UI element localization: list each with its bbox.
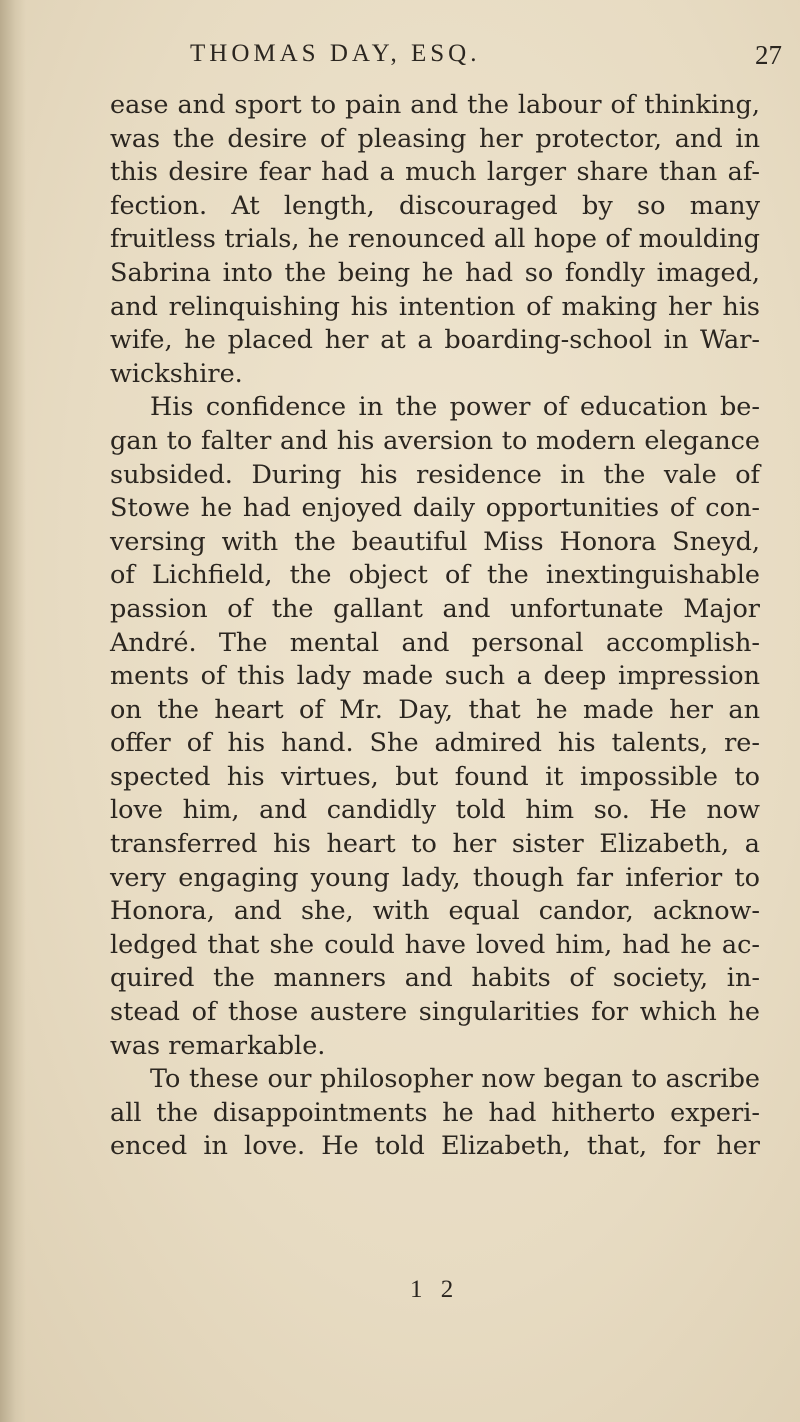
signature-mark: 1 2 bbox=[410, 1276, 460, 1303]
gutter-shadow bbox=[0, 0, 26, 1422]
text-line: and relinquishing his intention of making her his bbox=[110, 291, 760, 322]
text-line: this desire fear had a much larger share than af- bbox=[110, 157, 760, 188]
text-line: subsided. During his residence in the vale of bbox=[110, 459, 760, 490]
text-line: love him, and candidly told him so. He now bbox=[110, 795, 760, 826]
page-header bbox=[100, 40, 790, 84]
text-line: enced in love. He told Elizabeth, that, for her bbox=[110, 1131, 760, 1162]
text-line: of Lichfield, the object of the inextinguishable bbox=[110, 560, 760, 591]
text-line: Sabrina into the being he had so fondly imaged, bbox=[110, 257, 760, 288]
text-line: passion of the gallant and unfortunate Major bbox=[110, 593, 760, 624]
text-line: versing with the beautiful Miss Honora Sneyd, bbox=[110, 526, 760, 557]
text-line: was remarkable. bbox=[110, 1030, 326, 1061]
text-line: His confidence in the power of education be- bbox=[150, 392, 760, 423]
text-line: spected his virtues, but found it impossible to bbox=[110, 761, 760, 792]
text-line: ledged that she could have loved him, had he ac- bbox=[110, 929, 760, 960]
text-line: transferred his heart to her sister Elizabeth, a bbox=[110, 829, 760, 860]
text-line: stead of those austere singularities for which he bbox=[110, 997, 760, 1028]
page-number: 27 bbox=[755, 40, 782, 70]
text-line: Stowe he had enjoyed daily opportunities of con- bbox=[110, 493, 760, 524]
text-line: fruitless trials, he renounced all hope of moulding bbox=[110, 224, 760, 255]
text-line: was the desire of pleasing her protector, and in bbox=[110, 123, 760, 154]
text-line: André. The mental and personal accomplish- bbox=[110, 627, 760, 658]
text-line: wife, he placed her at a boarding-school in War- bbox=[110, 325, 760, 356]
text-line: very engaging young lady, though far inferior to bbox=[110, 862, 760, 893]
running-head: THOMAS DAY, ESQ. bbox=[190, 40, 481, 67]
text-line: ease and sport to pain and the labour of thinking, bbox=[110, 90, 760, 120]
text-line: fection. At length, discouraged by so many bbox=[110, 190, 760, 221]
text-line: Honora, and she, with equal candor, acknow- bbox=[110, 896, 760, 927]
text-line: gan to falter and his aversion to modern elegance bbox=[110, 425, 760, 456]
text-line: offer of his hand. She admired his talents, re- bbox=[110, 728, 760, 759]
text-line: on the heart of Mr. Day, that he made her an bbox=[110, 694, 760, 725]
text-line: To these our philosopher now began to ascribe bbox=[150, 1064, 760, 1095]
body-text bbox=[110, 89, 760, 1164]
text-line: ments of this lady made such a deep impression bbox=[110, 661, 760, 692]
text-line: quired the manners and habits of society, in- bbox=[110, 963, 760, 994]
text-line: all the disappointments he had hitherto experi- bbox=[110, 1097, 760, 1128]
text-line: wickshire. bbox=[110, 358, 243, 389]
